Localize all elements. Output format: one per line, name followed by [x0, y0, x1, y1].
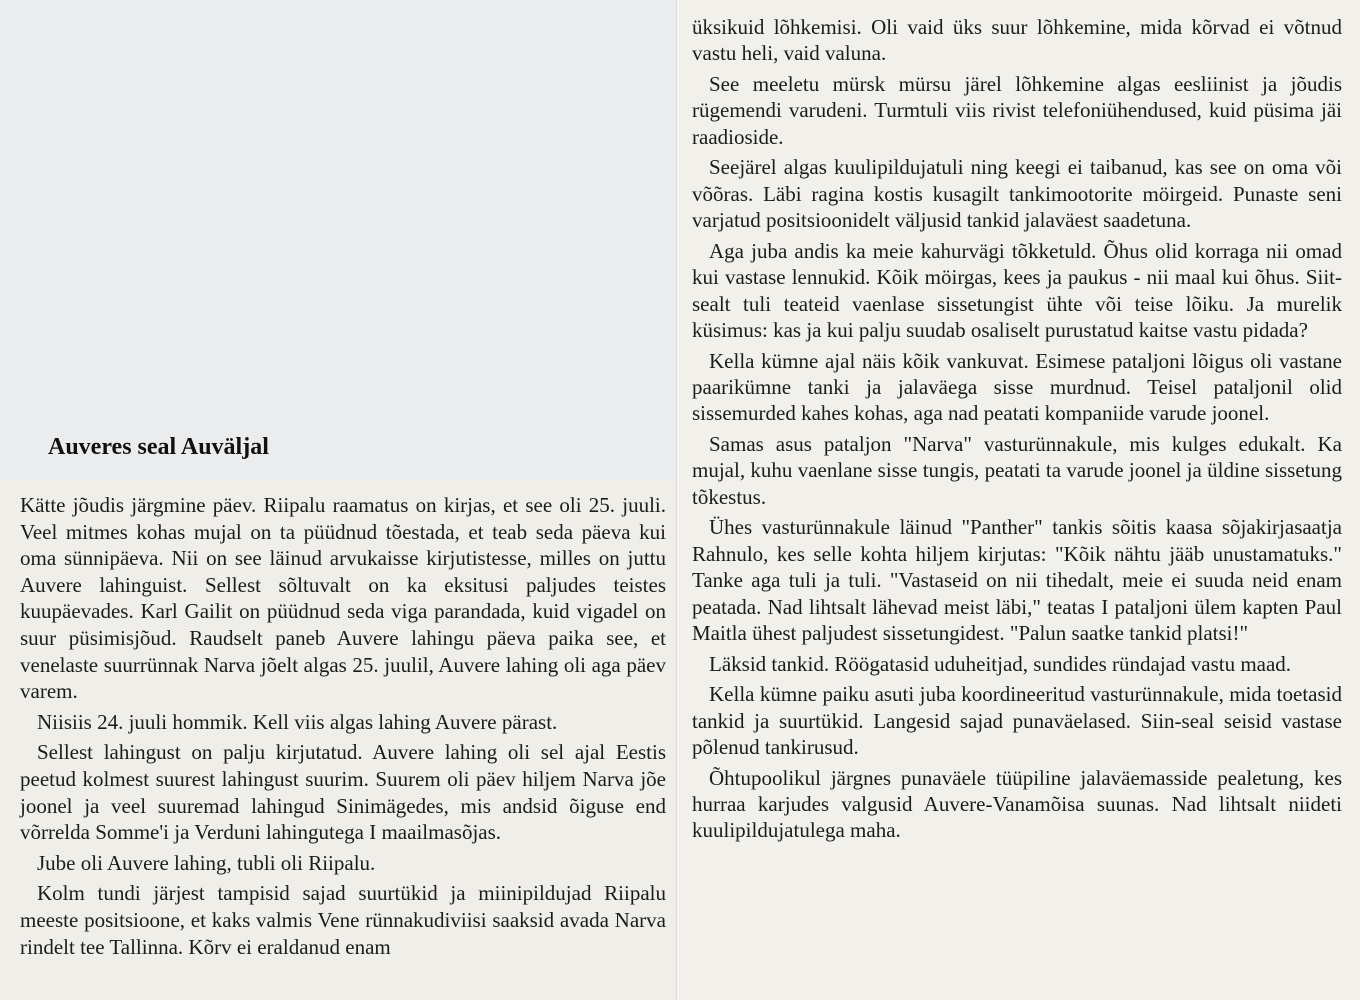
- right-text-column: [692, 14, 1342, 848]
- chapter-heading: Auveres seal Auväljal: [48, 434, 269, 460]
- left-page: [0, 0, 676, 1000]
- paragraph: Kolm tundi järjest tampisid sajad suurtükid ja miinipildujad Riipalu meeste positsioone, et kaks valmis Vene rünnakudiviisi saaksid avada Narva rindelt tee Tallinna. Kõrv ei eraldanud enam: [20, 881, 666, 959]
- paragraph: Jube oli Auvere lahing, tubli oli Riipalu.: [37, 850, 376, 875]
- paragraph: Seejärel algas kuulipildujatuli ning keegi ei taibanud, kas see on oma või võõras. Läbi ragina kostis kusagilt tankimootorite möirgeid. Punaste seni varjatud positsioonidelt väljusid tankid jalaväest saadetuna.: [692, 155, 1342, 233]
- left-text-column: [20, 492, 666, 964]
- paragraph: Kella kümne ajal näis kõik vankuvat. Esimese pataljoni lõigus oli vastane paarikümne tanki ja jalaväega sisse murdnud. Teisel pataljonil olid sissemurded kahes kohas, aga nad peatati kompaniide varude joonel.: [692, 348, 1342, 426]
- paragraph: Kätte jõudis järgmine päev. Riipalu raamatus on kirjas, et see oli 25. juuli. Veel mitmes kohas mujal on ta püüdnud tõestada, et teab seda päeva kui oma sünnipäeva. Nii on see läinud arvukaisse kirjutistesse, milles on juttu Auvere lahinguist. Sellest sõltuvalt on ka eksitusi paljudes teistes kuupäevades. Karl Gailit on püüdnud seda viga parandada, kuid vigadel on suur püsimisjõud. Raudselt paneb Auvere lahingu päeva paika see, et venelaste suurrünnak Narva jõelt algas 25. juulil, Auvere lahing oli aga päev varem.: [20, 493, 666, 704]
- paragraph: Õhtupoolikul järgnes punaväele tüüpiline jalaväemasside pealetung, kes hurraa karjudes valgusid Auvere-Vanamõisa suunas. Nad lihtsalt niideti kuulipildujatulega maha.: [692, 765, 1342, 843]
- paragraph: Ühes vasturünnakule läinud "Panther" tankis sõitis kaasa sõjakirjasaatja Rahnulo, kes selle kohta hiljem kirjutas: "Kõik nähtu jääb unustamatuks." Tanke aga tuli ja tuli. "Vastaseid on nii tihedalt, meie ei suuda neid enam peatada. Nad lihtsalt lähevad meist läbi," teatas I pataljoni ülem kapten Paul Maitla ühest paljudest sissetungidest. "Palun saatke tankid platsi!": [692, 515, 1342, 646]
- right-page: [680, 0, 1360, 1000]
- paragraph: Aga juba andis ka meie kahurvägi tõkketuld. Õhus olid korraga nii omad kui vastase lennukid. Kõik möirgas, kees ja paukus - nii maal kui õhus. Siit-sealt tuli teateid vaenlase sissetungist ühte või teise lõiku. Ja murelik küsimus: kas ja kui palju suudab osaliselt purustatud kaitse vastu pidada?: [692, 238, 1342, 343]
- paragraph: Niisiis 24. juuli hommik. Kell viis algas lahing Auvere pärast.: [37, 709, 558, 734]
- paragraph: üksikuid lõhkemisi. Oli vaid üks suur lõhkemine, mida kõrvad ei võtnud vastu heli, vaid valuna.: [692, 15, 1342, 66]
- paragraph: Samas asus pataljon "Narva" vasturünnakule, mis kulges edukalt. Ka mujal, kuhu vaenlane sisse tungis, peatati ta varude joonel ja üldine sissetung tõkestus.: [692, 432, 1342, 509]
- paragraph: See meeletu mürsk mürsu järel lõhkemine algas eesliinist ja jõudis rügemendi varudeni. Turmtuli viis rivist telefoniühendused, kuid püsima jäi raadioside.: [692, 72, 1342, 149]
- paragraph: Kella kümne paiku asuti juba koordineeritud vasturünnakule, mida toetasid tankid ja suurtükid. Langesid sajad punaväelased. Siin-seal seisid vastase põlenud tankirusud.: [692, 682, 1342, 760]
- paragraph: Läksid tankid. Röögatasid uduheitjad, sundides ründajad vastu maad.: [709, 651, 1292, 676]
- paragraph: Sellest lahingust on palju kirjutatud. Auvere lahing oli sel ajal Eestis peetud kolmest suurest lahingust suurim. Suurem oli päev hiljem Narva jõe joonel ja veel suuremad lahingud Sinimägedes, mis andsid õiguse end võrrelda Somme'i ja Verduni lahingutega I maailmasõjas.: [20, 740, 666, 845]
- blank-page-area: [0, 0, 676, 480]
